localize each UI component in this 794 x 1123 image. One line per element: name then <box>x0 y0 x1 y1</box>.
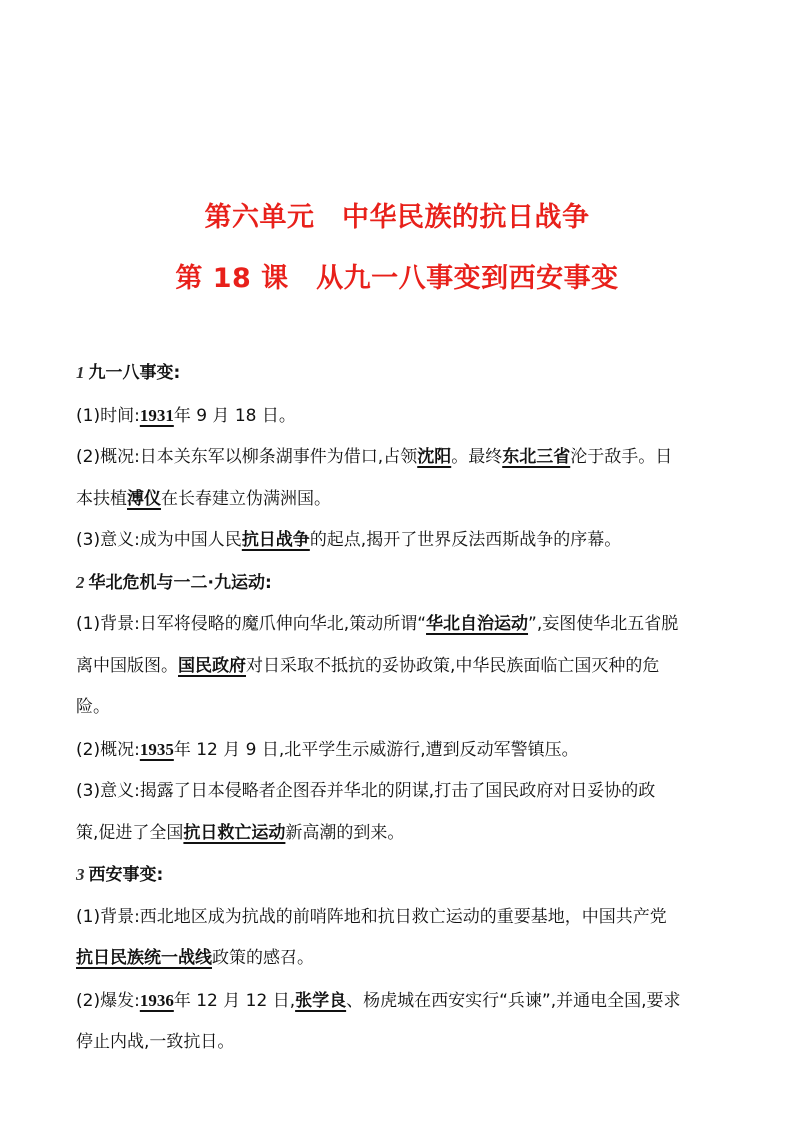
text-line <box>76 980 722 1023</box>
text-segment: (1)背景:日军将侵略的魔爪伸向华北,策动所谓“ <box>76 614 427 634</box>
key-term: 抗日战争 <box>241 530 310 550</box>
text-segment: 停止内战,一致抗日。 <box>76 1032 235 1052</box>
text-segment: 在长春建立伪满洲国。 <box>161 488 331 509</box>
key-term: 华北自治运动 <box>426 614 529 634</box>
text-segment: (1)背景:西北地区成为抗战的前哨阵地和抗日救亡运动的重要基地，中国共产党 <box>76 906 667 927</box>
text-line <box>76 437 722 479</box>
text-segment: (1)时间: <box>76 405 140 426</box>
section-number: 1 <box>76 363 85 382</box>
text-line <box>76 1022 722 1064</box>
document-body <box>76 352 722 1064</box>
section-heading-text: 华北危机与一二·九运动: <box>88 572 272 593</box>
section-number: 2 <box>76 572 85 592</box>
text-segment: ”,妄图使华北五省脱 <box>528 614 679 634</box>
key-term: 张学良 <box>295 990 347 1011</box>
key-term: 抗日民族统一战线 <box>76 948 212 968</box>
text-segment: (2)爆发: <box>76 990 140 1011</box>
text-segment: 对日采取不抵抗的妥协政策,中华民族面临亡国灭种的危 <box>246 655 660 676</box>
section-heading <box>76 562 722 605</box>
text-line <box>76 813 722 855</box>
text-line <box>76 520 722 562</box>
lesson-title: 第 18 课 从九一八事变到西安事变 <box>175 263 619 294</box>
section-heading-text: 西安事变: <box>88 865 164 885</box>
text-segment: (2)概况:日本关东军以柳条湖事件为借口,占领 <box>76 447 418 467</box>
key-term: 1936 <box>139 990 174 1010</box>
key-term: 溥仪 <box>127 488 161 509</box>
key-term: 1931 <box>139 405 174 425</box>
section-heading <box>76 352 722 395</box>
text-segment: 险。 <box>76 697 110 717</box>
text-segment: 年 12 月 9 日,北平学生示威游行,遭到反动军警镇压。 <box>173 739 579 760</box>
text-segment: 离中国版图。 <box>76 655 178 676</box>
key-term: 抗日救亡运动 <box>183 822 286 843</box>
text-segment: 的起点,揭开了世界反法西斯战争的序幕。 <box>309 530 622 550</box>
unit-title: 第六单元 中华民族的抗日战争 <box>204 202 590 233</box>
text-segment: 、杨虎城在西安实行“兵谏”,并通电全国,要求 <box>346 990 681 1011</box>
text-segment: 沦于敌手。日 <box>570 447 673 467</box>
text-segment: (3)意义:成为中国人民 <box>76 530 242 550</box>
text-segment: 政策的感召。 <box>212 948 314 968</box>
text-segment: 本扶植 <box>76 488 127 509</box>
text-segment: 策,促进了全国 <box>76 822 184 843</box>
text-line <box>76 479 722 521</box>
text-segment: 年 9 月 18 日。 <box>173 405 296 426</box>
key-term: 沈阳 <box>417 447 452 467</box>
text-segment: 年 12 月 12 日, <box>173 990 296 1011</box>
text-segment: 。最终 <box>451 447 503 467</box>
text-line <box>76 395 722 438</box>
text-line <box>76 771 722 813</box>
section-heading-text: 九一八事变: <box>88 363 181 383</box>
text-segment: (2)概况: <box>76 739 140 760</box>
text-line <box>76 687 722 729</box>
text-line <box>76 938 722 980</box>
text-line <box>76 646 722 688</box>
text-line <box>76 604 722 646</box>
key-term: 东北三省 <box>502 447 571 467</box>
section-heading <box>76 854 722 897</box>
text-line <box>76 897 722 939</box>
text-line <box>76 729 722 772</box>
section-number: 3 <box>76 865 85 884</box>
text-segment: (3)意义:揭露了日本侵略者企图吞并华北的阴谋,打击了国民政府对日妥协的政 <box>76 781 656 801</box>
key-term: 1935 <box>139 739 174 759</box>
text-segment: 新高潮的到来。 <box>285 822 405 843</box>
key-term: 国民政府 <box>178 655 246 676</box>
